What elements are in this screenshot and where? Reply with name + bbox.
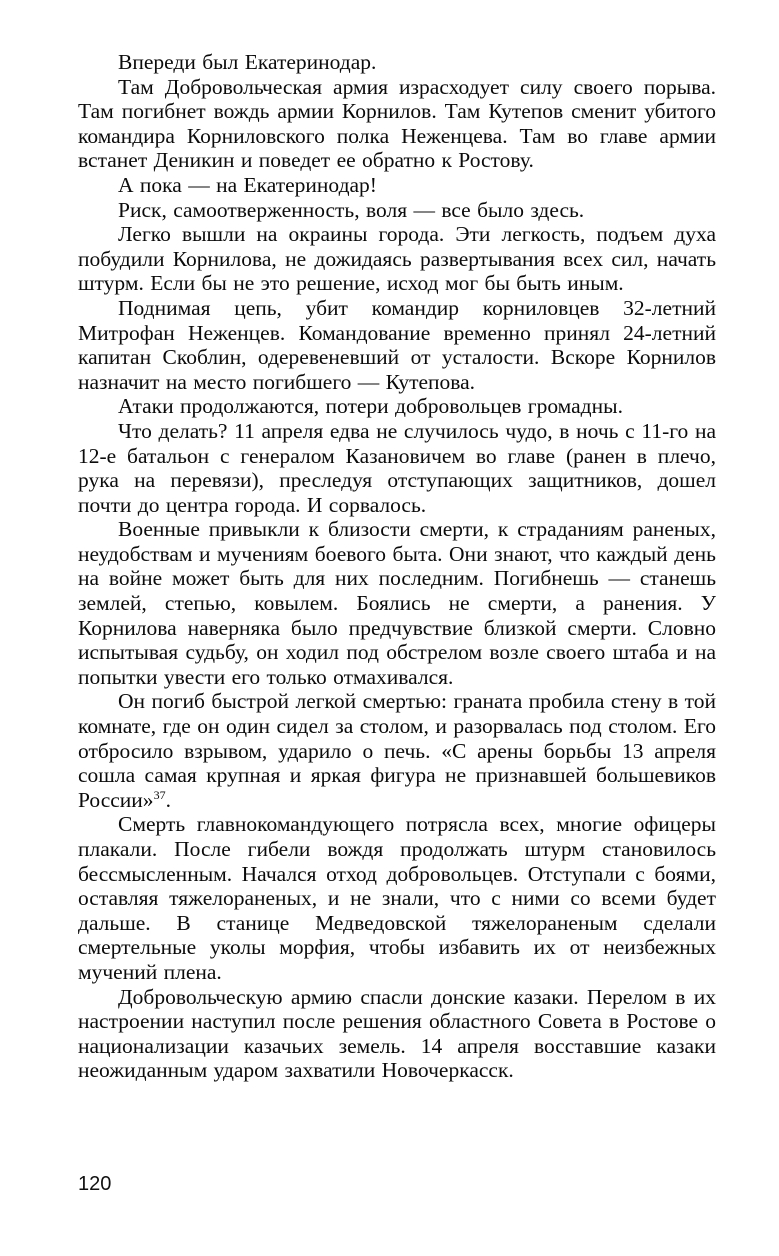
paragraph: Что делать? 11 апреля едва не случилось чудо, в ночь с 11-го на 12-е батальон с генералом Казановичем во главе (ранен в плечо, рука на перевязи), преследуя отступающих защитников, дошел почти до центра города. И сорвалось.	[78, 418, 716, 517]
footnote-reference: 37	[153, 787, 166, 802]
paragraph-text: .	[165, 787, 171, 812]
paragraph: Впереди был Екатеринодар.	[118, 50, 377, 74]
paragraph: Легко вышли на окраины города. Эти легкость, подъем духа побудили Корнилова, не дожидаясь развертывания всех сил, начать штурм. Если бы не это решение, исход мог бы быть иным.	[78, 222, 716, 296]
paragraph-text: Он погиб быстрой легкой смертью: граната пробила стену в той комнате, где он один сидел за столом, и разорвалась под столом. Его отбросило взрывом, ударило о печь. «С арены борьбы 13 апреля сошла самая крупная и яркая фигура не признавшей большевиков России»	[78, 689, 716, 812]
paragraph: Там Добровольческая армия израсходует силу своего порыва. Там погибнет вождь армии Корнилов. Там Кутепов сменит убитого командира Корниловского полка Неженцева. Там во главе армии встанет Деникин и поведет ее обратно к Ростову.	[78, 74, 716, 173]
paragraph: Добровольческую армию спасли донские казаки. Перелом в их настроении наступил после решения областного Совета в Ростове о национализации казачьих земель. 14 апреля восставшие казаки неожиданным ударом захватили Новочеркасск.	[78, 984, 716, 1083]
paragraph: Атаки продолжаются, потери добровольцев громадны.	[118, 394, 623, 419]
paragraph: Риск, самоотверженность, воля — все было здесь.	[118, 197, 585, 222]
page-number: 120	[78, 1173, 112, 1195]
paragraph: Поднимая цепь, убит командир корниловцев 32-летний Митрофан Неженцев. Командование временно принял 24-летний капитан Скоблин, одеревеневший от усталости. Вскоре Корнилов назначит на место погибшего — Кутепова.	[78, 295, 716, 394]
text-column	[78, 50, 716, 1083]
paragraph: А пока — на Екатеринодар!	[118, 172, 377, 197]
paragraph: Смерть главнокомандующего потрясла всех, многие офицеры плакали. После гибели вождя продолжать штурм становилось бессмысленным. Начался отход добровольцев. Отступали с боями, оставляя тяжелораненых, и не знали, что с ними со всеми будет дальше. В станице Медведовской тяжелораненым сделали смертельные уколы морфия, чтобы избавить их от неизбежных мучений плена.	[78, 812, 716, 984]
paragraph	[78, 689, 716, 812]
paragraph: Военные привыкли к близости смерти, к страданиям раненых, неудобствам и мучениям боевого быта. Они знают, что каждый день на войне может быть для них последним. Погибнешь — станешь землей, степью, ковылем. Боялись не смерти, а ранения. У Корнилова наверняка было предчувствие близкой смерти. Словно испытывая судьбу, он ходил под обстрелом возле своего штаба и на попытки увести его только отмахивался.	[78, 517, 716, 689]
